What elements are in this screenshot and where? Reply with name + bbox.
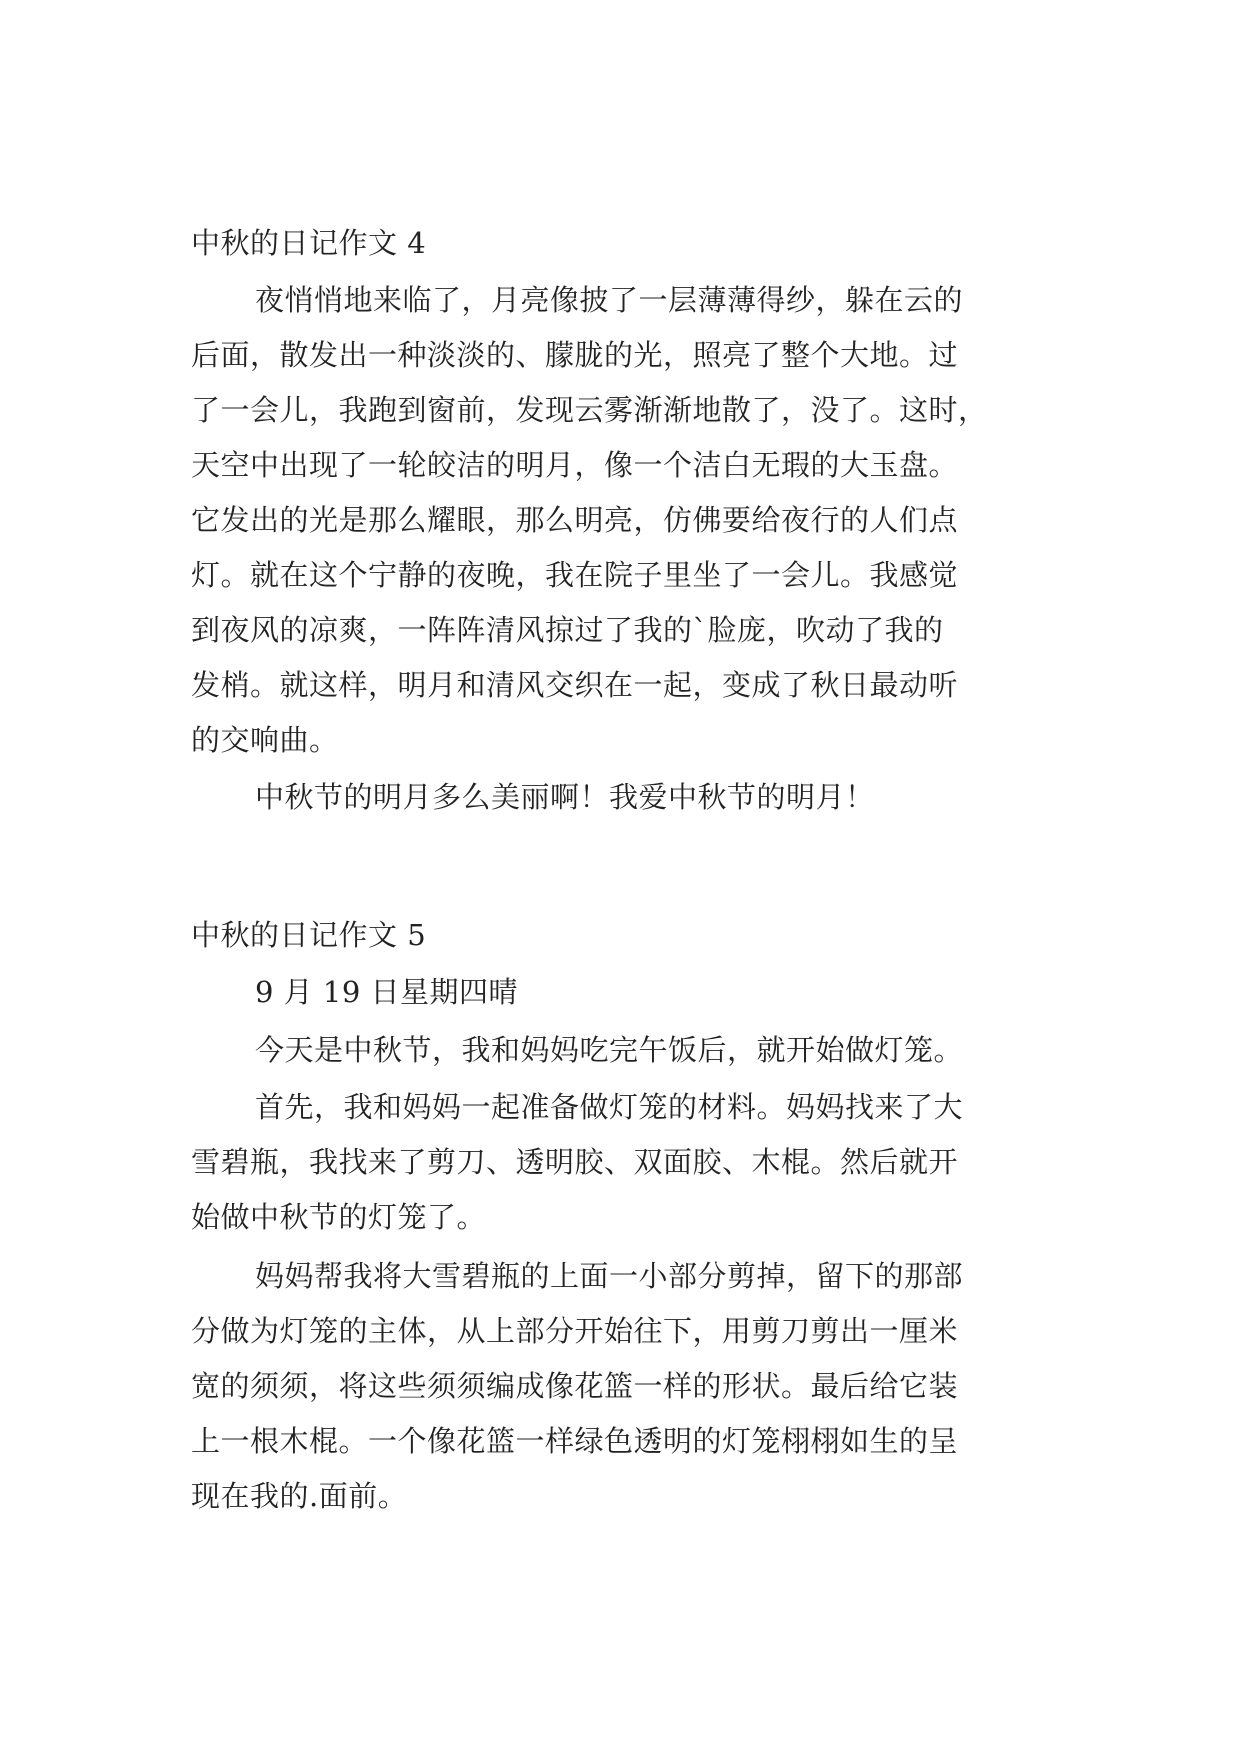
paragraph-line: 灯。就在这个宁静的夜晚，我在院子里坐了一会儿。我感觉	[191, 558, 959, 592]
paragraph-line: 首先，我和妈妈一起准备做灯笼的材料。妈妈找来了大	[255, 1090, 964, 1124]
paragraph-line: 天空中出现了一轮皎洁的明月，像一个洁白无瑕的大玉盘。	[191, 448, 959, 482]
paragraph-line: 夜悄悄地来临了，月亮像披了一层薄薄得纱，躲在云的	[255, 283, 964, 317]
date-line: 9 月 19 日星期四晴	[255, 975, 519, 1009]
paragraph-line: 发梢。就这样，明月和清风交织在一起，变成了秋日最动听	[191, 668, 959, 702]
paragraph-line: 后面，散发出一种淡淡的、朦胧的光，照亮了整个大地。过	[191, 338, 959, 372]
paragraph-line: 中秋节的明月多么美丽啊！我爱中秋节的明月！	[255, 780, 875, 814]
paragraph-line: 的交响曲。	[191, 723, 339, 757]
paragraph-line: 分做为灯笼的主体，从上部分开始往下，用剪刀剪出一厘米	[191, 1314, 959, 1348]
paragraph-line: 今天是中秋节，我和妈妈吃完午饭后，就开始做灯笼。	[255, 1033, 964, 1067]
section-title: 中秋的日记作文 4	[191, 226, 427, 260]
paragraph-line: 妈妈帮我将大雪碧瓶的上面一小部分剪掉，留下的那部	[255, 1259, 964, 1293]
paragraph-line: 始做中秋节的灯笼了。	[191, 1200, 487, 1234]
section-title: 中秋的日记作文 5	[191, 918, 427, 952]
paragraph-line: 了一会儿，我跑到窗前，发现云雾渐渐地散了，没了。这时，	[191, 393, 988, 427]
paragraph-line: 宽的须须，将这些须须编成像花篮一样的形状。最后给它装	[191, 1369, 959, 1403]
paragraph-line: 雪碧瓶，我找来了剪刀、透明胶、双面胶、木棍。然后就开	[191, 1145, 959, 1179]
paragraph-line: 现在我的.面前。	[191, 1479, 408, 1513]
paragraph-line: 它发出的光是那么耀眼，那么明亮，仿佛要给夜行的人们点	[191, 503, 959, 537]
paragraph-line: 上一根木棍。一个像花篮一样绿色透明的灯笼栩栩如生的呈	[191, 1424, 959, 1458]
paragraph-line: 到夜风的凉爽，一阵阵清风掠过了我的`脸庞，吹动了我的	[191, 613, 944, 647]
